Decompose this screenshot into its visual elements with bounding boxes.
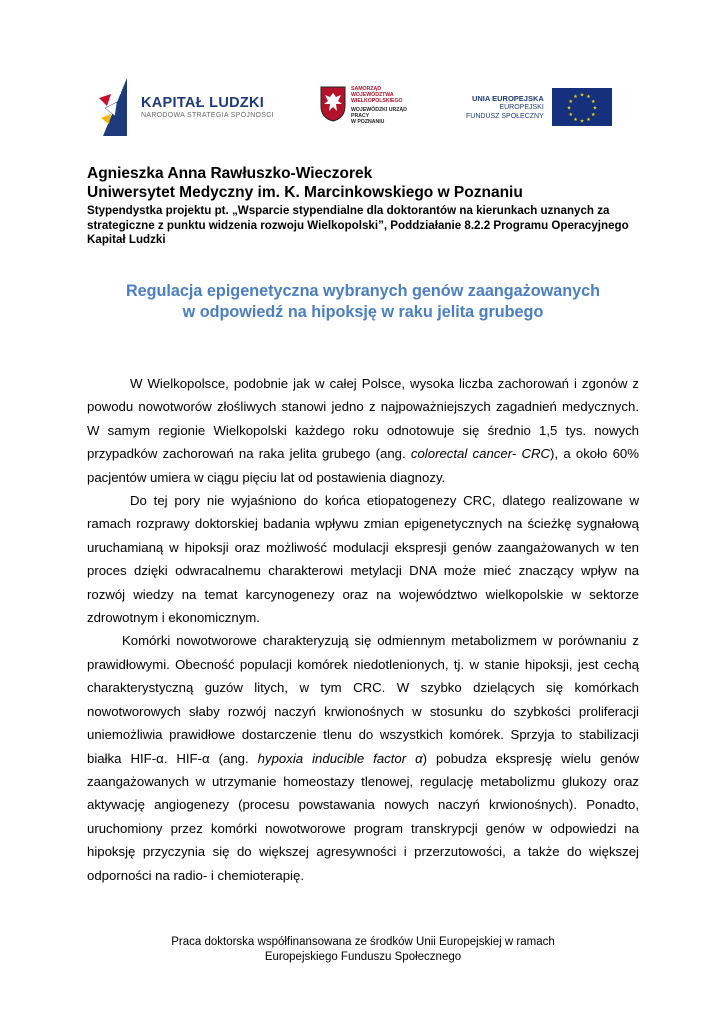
paragraph-2: Do tej pory nie wyjaśniono do końca etiopatogenezy CRC, dlatego realizowane w ramach rozprawy doktorskiej badania wpływu zmian epigenetycznych na ścieżkę sygnałową uruchamianą w hipoksji oraz możliwość modulacji ekspresji genów zaangażowanych w ten proces dzięki odwracalnemu charakterowi metylacji DNA może mieć znaczący wpływ na rozwój wiedzy na temat karcynogenezy oraz na województwo wielkopolskie w sektorze zdrowotnym i ekonomicznym. bbox=[87, 493, 639, 626]
svg-text:★: ★ bbox=[573, 94, 578, 101]
title-line1: Regulacja epigenetyczna wybranych genów zaangażowanych bbox=[125, 282, 601, 300]
paragraph-3 bbox=[87, 629, 639, 886]
scholarship-info: Stypendystka projektu pt. „Wsparcie stypendialne dla doktorantów na kierunkach uznanych za strategiczne z punktu widzenia rozwoju Wielkopolski”, Poddziałanie 8.2.2 Programu Operacyjnego Kapitał Ludzki bbox=[87, 204, 629, 246]
eu-flag-icon bbox=[552, 88, 612, 126]
paragraph-1 bbox=[87, 372, 639, 489]
svg-text:★: ★ bbox=[568, 99, 573, 105]
unia-europejska-logo bbox=[466, 88, 612, 126]
svg-text:★: ★ bbox=[568, 112, 573, 118]
document-body bbox=[87, 372, 639, 887]
p3-italic: hypoxia inducible factor α bbox=[257, 750, 423, 766]
svg-text:★: ★ bbox=[586, 94, 591, 101]
document-footer bbox=[87, 935, 639, 965]
p1-text-a: W Wielkopolsce, podobnie jak w całej Polsce, wysoka liczba zachorowań i zgonów z powodu nowotworów złośliwych stanowi jedno z najpoważniejszych zagadnień medycznych. W samym regionie Wielkopolski każdego roku odnotowuje się średnio 1,5 tys. nowych przypadków zachorowań na raka jelita grubego (ang. bbox=[87, 376, 639, 462]
svg-text:★: ★ bbox=[579, 118, 585, 125]
footer-line1: Praca doktorska współfinansowana ze środków Unii Europejskiej w ramach bbox=[171, 936, 555, 948]
p3-text-b: ) pobudza ekspresję wielu genów zaangażowanych w utrzymanie homeostazy tlenowej, regulację metabolizmu glukozy oraz aktywację angiogenezy (procesu powstawania nowych naczyń krwionośnych). Ponadto, uruchomiony przez komórki nowotworowe program transkrypcji genów w odpowiedzi na hipoksję przyczynia się do większej agresywności i przerzutowości, a także do większej odporności na radio- i chemioterapię. bbox=[87, 750, 639, 883]
wlkp-line1: SAMORZĄD WOJEWÓDZTWA bbox=[351, 86, 394, 98]
p1-italic: colorectal cancer- CRC bbox=[410, 446, 551, 462]
kapital-ludzki-logo bbox=[97, 78, 274, 136]
svg-text:★: ★ bbox=[566, 105, 572, 112]
ue-line3: FUNDUSZ SPOŁECZNY bbox=[466, 112, 544, 120]
wlkp-line3: WOJEWÓDZKI URZĄD PRACY bbox=[351, 107, 407, 119]
kapital-ludzki-title: KAPITAŁ LUDZKI bbox=[141, 95, 265, 111]
wlkp-line4: W POZNANIU bbox=[351, 119, 385, 125]
wielkopolska-logo bbox=[320, 86, 423, 125]
svg-text:★: ★ bbox=[590, 112, 596, 118]
svg-text:★: ★ bbox=[573, 116, 578, 123]
eagle-shield-icon bbox=[320, 86, 346, 122]
svg-text:★: ★ bbox=[592, 105, 598, 112]
ue-line1: UNIA EUROPEJSKA bbox=[471, 93, 544, 103]
footer-line2: Europejskiego Funduszu Społecznego bbox=[264, 951, 462, 963]
p1-text-b: ), a około 60% pacjentów umiera w ciągu pięciu lat od postawienia diagnozy. bbox=[87, 446, 639, 485]
kapital-ludzki-subtitle: NARODOWA STRATEGIA SPÓJNOŚCI bbox=[141, 112, 274, 119]
title-line2: w odpowiedź na hipoksję w raku jelita grubego bbox=[182, 303, 544, 321]
kapital-ludzki-emblem-icon bbox=[97, 78, 135, 136]
svg-text:★: ★ bbox=[579, 92, 585, 99]
document-title bbox=[87, 281, 639, 323]
wlkp-line2: WIELKOPOLSKIEGO bbox=[351, 98, 403, 104]
ue-line2: EUROPEJSKI bbox=[499, 103, 544, 111]
p3-text-a: Komórki nowotworowe charakteryzują się odmiennym metabolizmem w porównaniu z prawidłowymi. Obecność populacji komórek niedotlenionych, tj. w stanie hipoksji, jest cechą charakterystyczną guzów litych, w tym CRC. W szybko dzielących się komórkach nowotworowych słaby rozwój naczyń krwionośnych w stosunku do szybkości proliferacji uniemożliwia prawidłowe dostarczenie tlenu do wszystkich komórek. Sprzyja to stabilizacji białka HIF-α. HIF-α (ang. bbox=[87, 633, 639, 766]
university-name: Uniwersytet Medyczny im. K. Marcinkowskiego w Poznaniu bbox=[87, 184, 523, 201]
logo-bar bbox=[0, 74, 725, 144]
document-header bbox=[87, 164, 647, 248]
author-name: Agnieszka Anna Rawłuszko-Wieczorek bbox=[87, 165, 373, 182]
svg-text:★: ★ bbox=[586, 116, 591, 123]
svg-text:★: ★ bbox=[590, 99, 596, 105]
